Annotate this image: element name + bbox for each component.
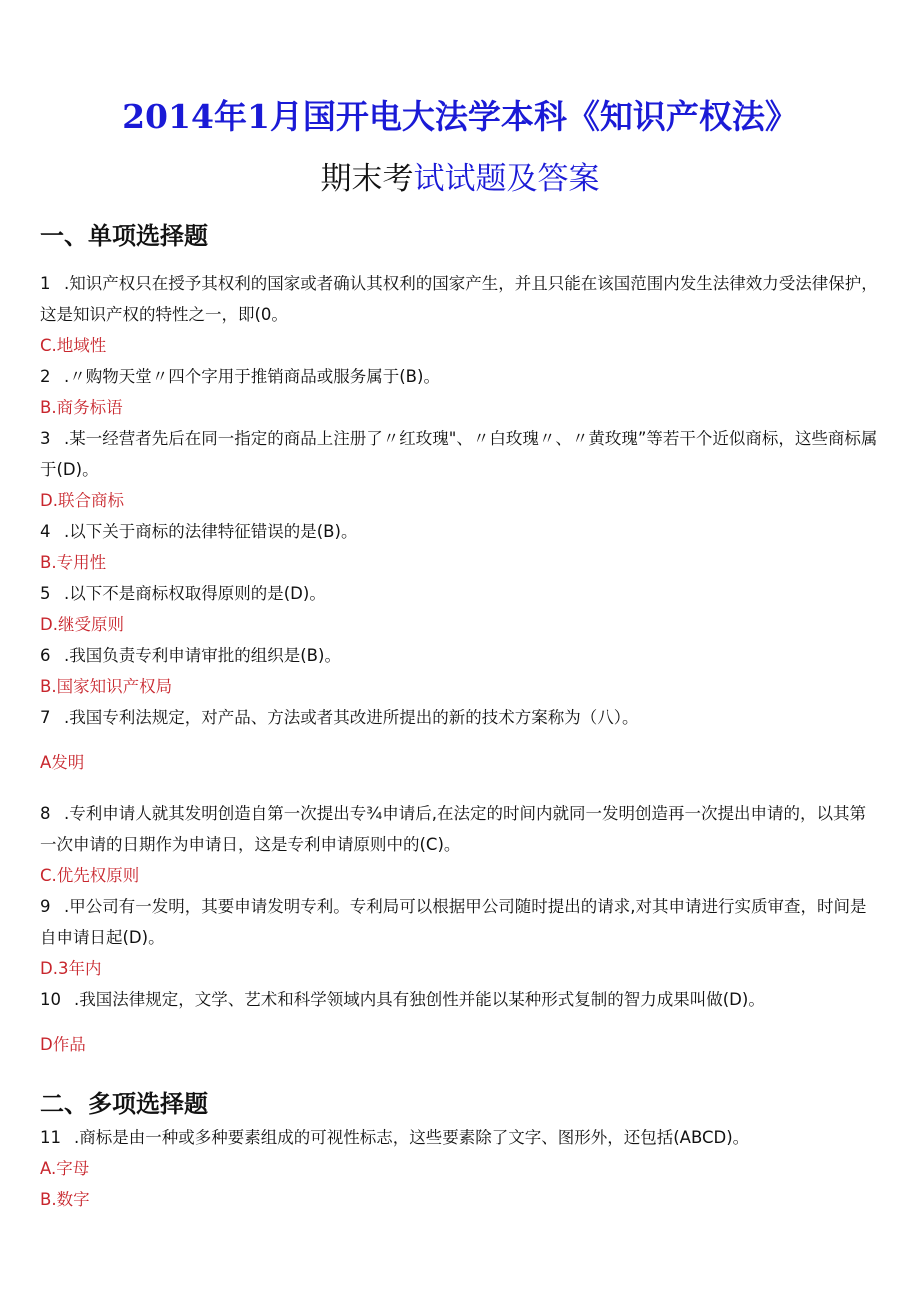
answer-2: B.商务标语 xyxy=(40,398,123,417)
answer-6: B.国家知识产权局 xyxy=(40,677,173,696)
question-number: 5 xyxy=(40,584,51,603)
question-1 xyxy=(40,268,880,330)
question-number: 11 xyxy=(40,1128,61,1147)
question-text: .商标是由一种或多种要素组成的可视性标志，这些要素除了文字、图形外，还包括(ABCD)。 xyxy=(74,1128,750,1147)
question-text: .甲公司有一发明，其要申请发明专利。专利局可以根据甲公司随时提出的请求,对其申请进行实质审查，时间是自申请日起(D)。 xyxy=(40,897,867,947)
question-10 xyxy=(40,984,880,1015)
answer-5: D.继受原则 xyxy=(40,615,124,634)
answer-8: C.优先权原则 xyxy=(40,866,140,885)
question-number: 7 xyxy=(40,708,51,727)
question-4 xyxy=(40,516,880,547)
question-text: .以下不是商标权取得原则的是(D)。 xyxy=(64,584,326,603)
question-text: .我国法律规定，文学、艺术和科学领域内具有独创性并能以某种形式复制的智力成果叫做(D)。 xyxy=(74,990,765,1009)
question-text: .某一经营者先后在同一指定的商品上注册了〃红玫瑰"、〃白玫瑰〃、〃黄玫瑰”等若干个近似商标，这些商标属于(D)。 xyxy=(40,429,878,479)
answer-7: A发明 xyxy=(40,753,85,772)
question-11 xyxy=(40,1122,880,1153)
document-title xyxy=(0,92,920,202)
answer-4: B.专用性 xyxy=(40,553,107,572)
question-text: .〃购物天堂〃四个字用于推销商品或服务属于(B)。 xyxy=(64,367,440,386)
title-line-1: 2014年1月国开电大法学本科《知识产权法》 xyxy=(122,97,798,136)
answer-9: D.3年内 xyxy=(40,959,102,978)
answer-3: D.联合商标 xyxy=(40,491,124,510)
question-number: 1 xyxy=(40,274,51,293)
question-6 xyxy=(40,640,880,671)
section-heading-single-choice: 一、单项选择题 xyxy=(40,222,208,250)
question-number: 9 xyxy=(40,897,51,916)
question-text: .我国专利法规定，对产品、方法或者其改进所提出的新的技术方案称为（八）。 xyxy=(64,708,639,727)
question-9 xyxy=(40,891,880,953)
question-text: .以下关于商标的法律特征错误的是(B)。 xyxy=(64,522,358,541)
answer-11-b: B.数字 xyxy=(40,1190,90,1209)
question-number: 8 xyxy=(40,804,51,823)
question-number: 6 xyxy=(40,646,51,665)
question-3 xyxy=(40,423,880,485)
question-8 xyxy=(40,798,880,860)
document-body xyxy=(40,218,880,1215)
title-line-2-part-a: 期末考 xyxy=(320,161,414,197)
question-text: .专利申请人就其发明创造自第一次提出专¾申请后,在法定的时间内就同一发明创造再一次提出申请的，以其第一次申请的日期作为申请日，这是专利申请原则中的(C)。 xyxy=(40,804,866,854)
answer-1: C.地域性 xyxy=(40,336,107,355)
answer-10: D作品 xyxy=(40,1035,86,1054)
question-number: 4 xyxy=(40,522,51,541)
question-number: 3 xyxy=(40,429,51,448)
answer-11-a: A.字母 xyxy=(40,1159,90,1178)
question-text: .知识产权只在授予其权利的国家或者确认其权利的国家产生，并且只能在该国范围内发生法律效力受法律保护，这是知识产权的特性之一，即(0。 xyxy=(40,274,878,324)
question-text: .我国负责专利申请审批的组织是(B)。 xyxy=(64,646,341,665)
question-number: 10 xyxy=(40,990,61,1009)
question-2 xyxy=(40,361,880,392)
title-line-2-part-b: 试试题及答案 xyxy=(413,161,600,197)
title-line-2 xyxy=(0,156,920,202)
section-heading-multiple-choice: 二、多项选择题 xyxy=(40,1090,208,1118)
question-7 xyxy=(40,702,880,733)
question-number: 2 xyxy=(40,367,51,386)
question-5 xyxy=(40,578,880,609)
